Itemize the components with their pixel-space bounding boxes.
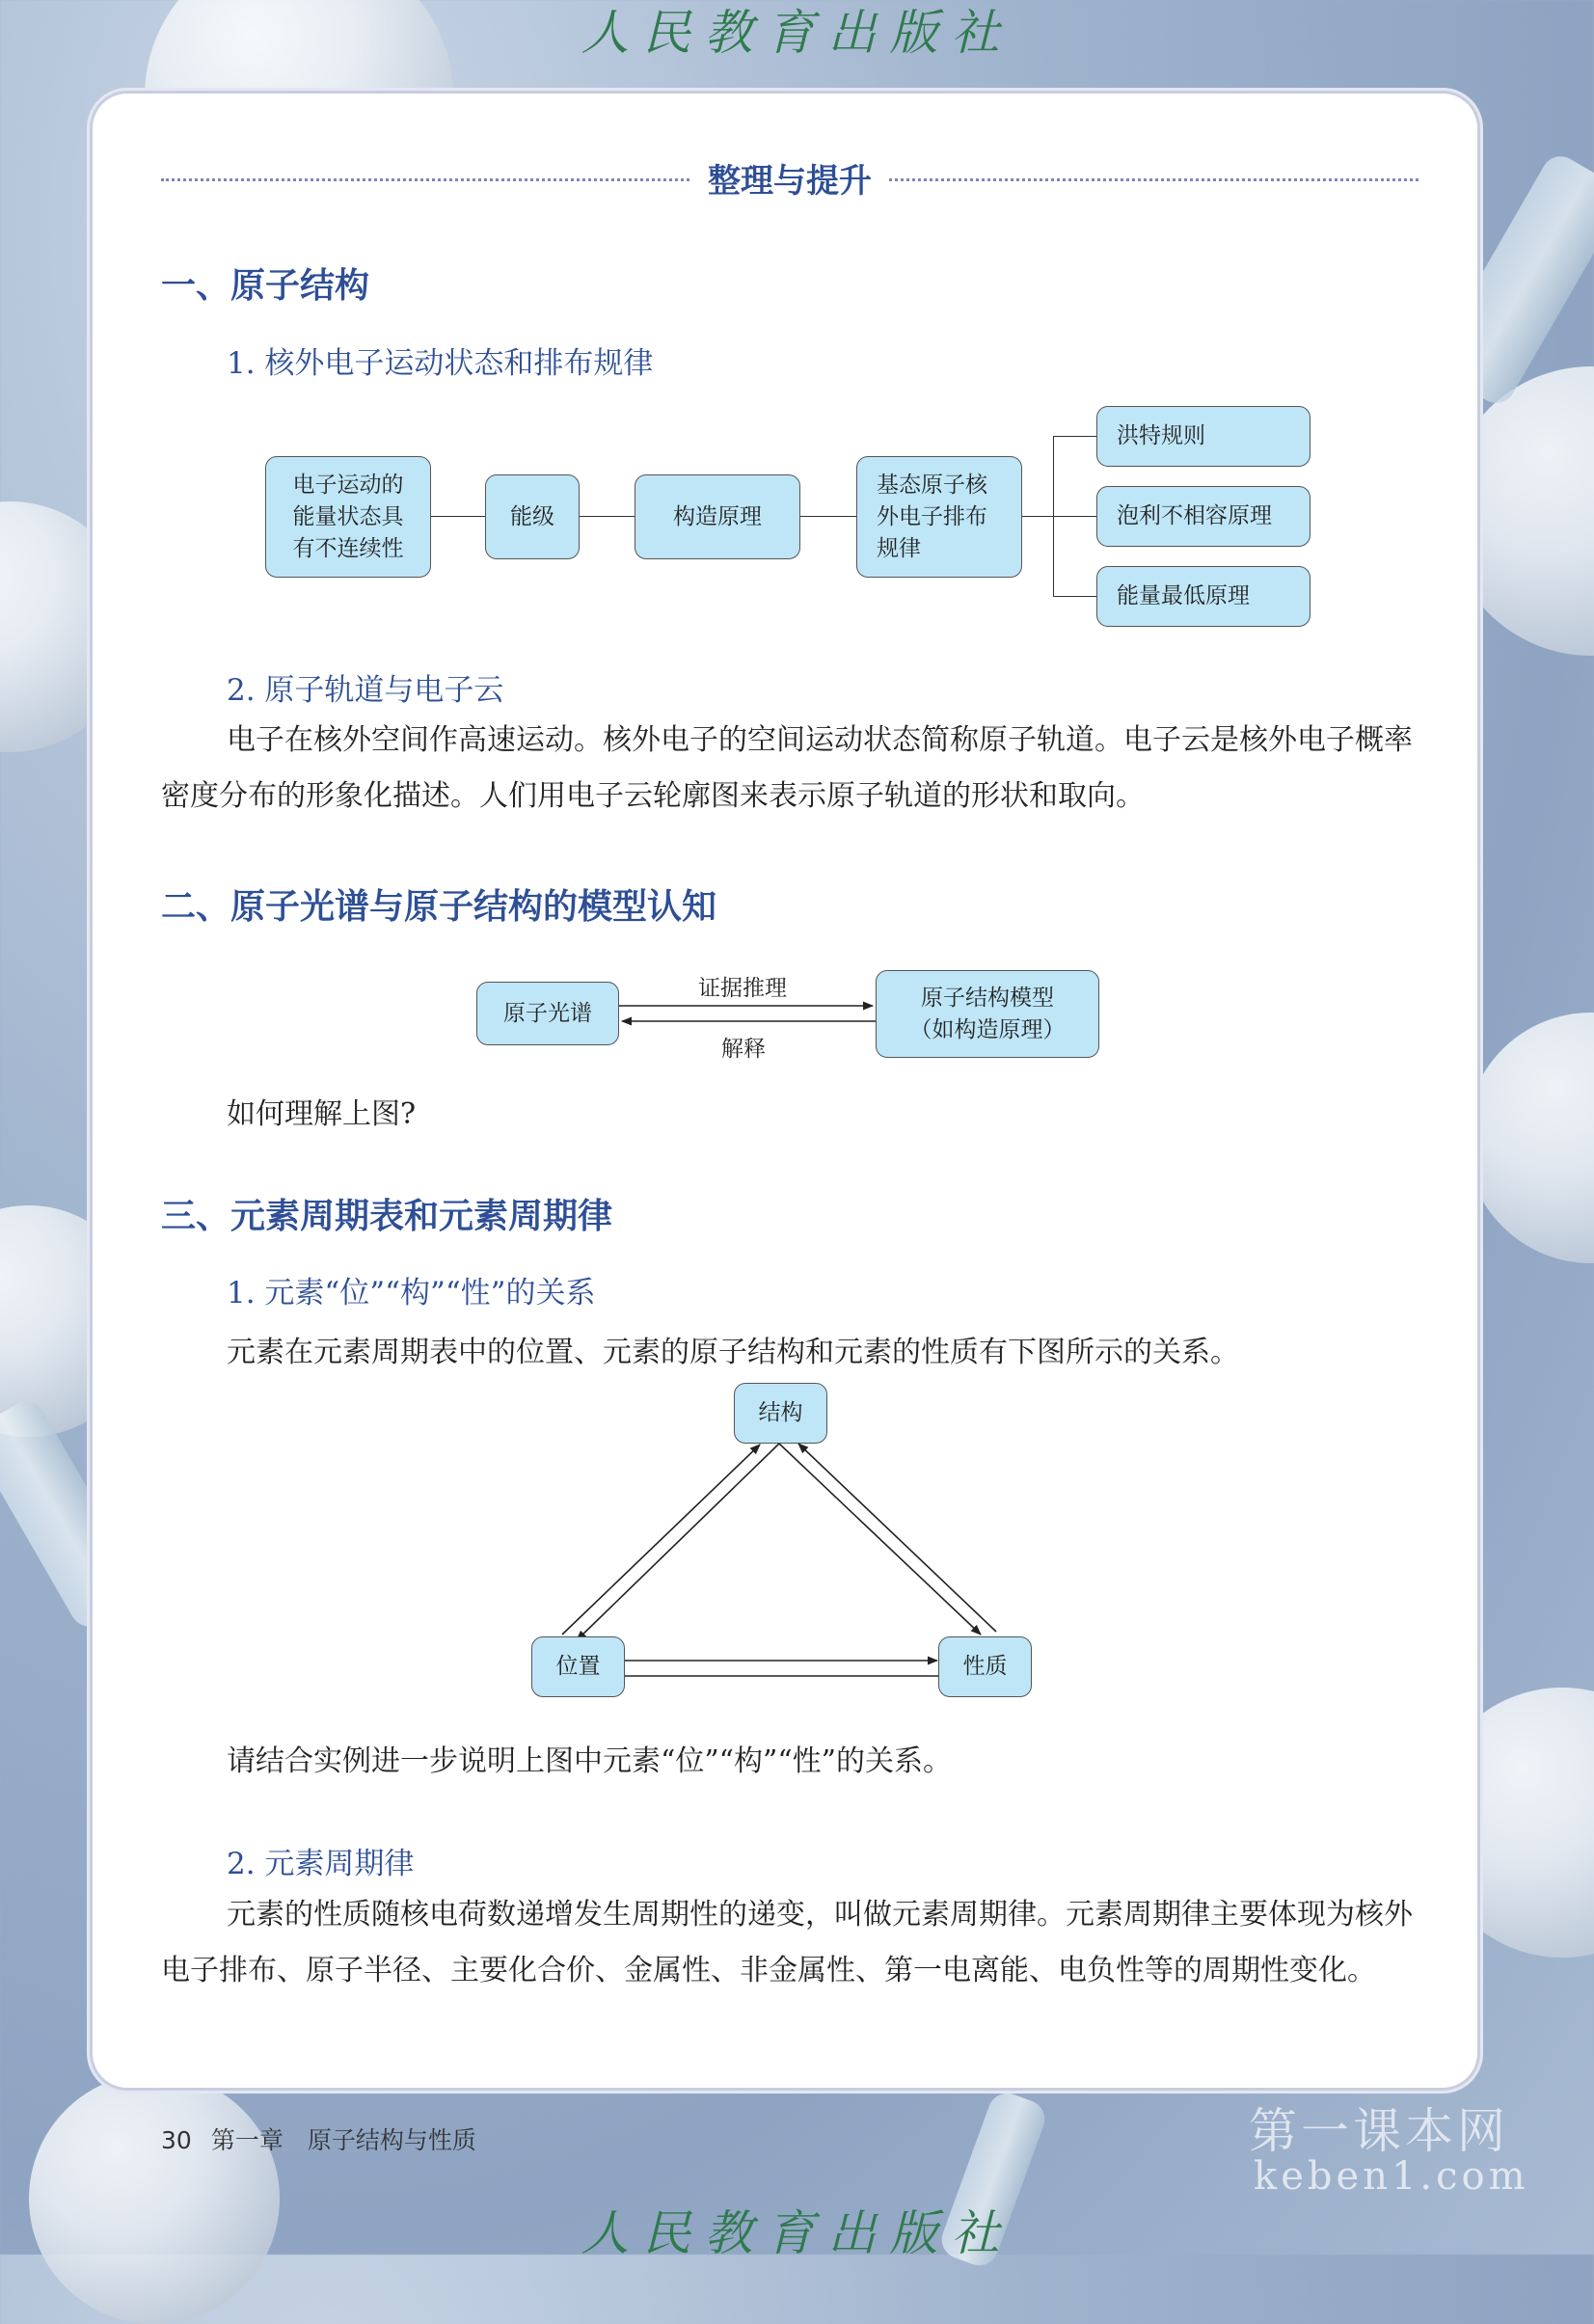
paragraph-periodic-law — [161, 1887, 1418, 1999]
flow-box-line: 基态原子核 — [877, 472, 987, 498]
rule-box-lowest-energy: 能量最低原理 — [1096, 566, 1310, 627]
subheading-position-structure-property: 1. 元素“位”“构”“性”的关系 — [227, 1276, 596, 1311]
question-understand-diagram: 如何理解上图? — [227, 1097, 417, 1131]
subheading-periodic-law: 2. 元素周期律 — [227, 1847, 415, 1881]
line-relationship-intro: 元素在元素周期表中的位置、元素的原子结构和元素的性质有下图所示的关系。 — [227, 1336, 1239, 1369]
heading-spectra-model: 二、原子光谱与原子结构的模型认知 — [161, 887, 717, 927]
flow-box-energy-levels: 能级 — [485, 474, 580, 559]
arrow-property-to-structure — [798, 1444, 996, 1632]
box-line: 原子结构模型 — [921, 985, 1054, 1011]
flow-box-line: 能量状态具 — [292, 503, 404, 529]
box-atomic-spectrum: 原子光谱 — [476, 982, 619, 1045]
flow-box-line: 电子运动的 — [292, 472, 404, 498]
flow-box-line: 规律 — [877, 535, 921, 561]
rule-box-hund: 洪特规则 — [1096, 406, 1310, 467]
page-number: 30 — [161, 2126, 192, 2154]
flow-box-aufbau: 构造原理 — [635, 474, 800, 559]
subheading-electron-arrangement: 1. 核外电子运动状态和排布规律 — [227, 346, 654, 381]
flow-box-line: 有不连续性 — [292, 535, 404, 561]
heading-atomic-structure: 一、原子结构 — [161, 266, 370, 306]
question-explain-relationship: 请结合实例进一步说明上图中元素“位”“构”“性”的关系。 — [227, 1744, 953, 1778]
paragraph-text: 元素的性质随核电荷数递增发生周期性的递变，叫做元素周期律。元素周期律主要体现为核外电子排布、原子半径、主要化合价、金属性、非金属性、第一电离能、电负性等的周期性变化。 — [161, 1898, 1413, 1987]
label-evidence-reasoning: 证据推理 — [698, 976, 787, 1001]
flow-box-line: 外电子排布 — [877, 503, 987, 529]
arrow-structure-to-position — [577, 1444, 779, 1640]
box-line: （如构造原理） — [909, 1016, 1066, 1042]
page-footer — [161, 2121, 476, 2156]
arrow-structure-to-property — [779, 1444, 981, 1635]
watermark-site-name: 第一课本网 — [1249, 2103, 1509, 2159]
rule-box-pauli: 泡利不相容原理 — [1096, 486, 1310, 547]
arrow-position-to-structure — [562, 1445, 760, 1635]
publisher-logo-top: 人民教育出版社 — [581, 5, 1013, 61]
heading-periodic-table: 三、元素周期表和元素周期律 — [161, 1197, 613, 1236]
paragraph-text: 电子在核外空间作高速运动。核外电子的空间运动状态简称原子轨道。电子云是核外电子概率密度分布的形象化描述。人们用电子云轮廓图来表示原子轨道的形状和取向。 — [161, 723, 1413, 813]
box-property: 性质 — [938, 1636, 1032, 1697]
publisher-logo-bottom: 人民教育出版社 — [581, 2205, 1013, 2261]
watermark-site-url: keben1.com — [1254, 2154, 1529, 2199]
subheading-orbital-cloud: 2. 原子轨道与电子云 — [227, 673, 504, 708]
chapter-name: 第一章 原子结构与性质 — [210, 2126, 476, 2154]
box-structure: 结构 — [734, 1383, 827, 1444]
section-title-text: 整理与提升 — [692, 162, 887, 201]
label-explanation: 解释 — [721, 1037, 766, 1062]
box-position: 位置 — [531, 1636, 625, 1697]
